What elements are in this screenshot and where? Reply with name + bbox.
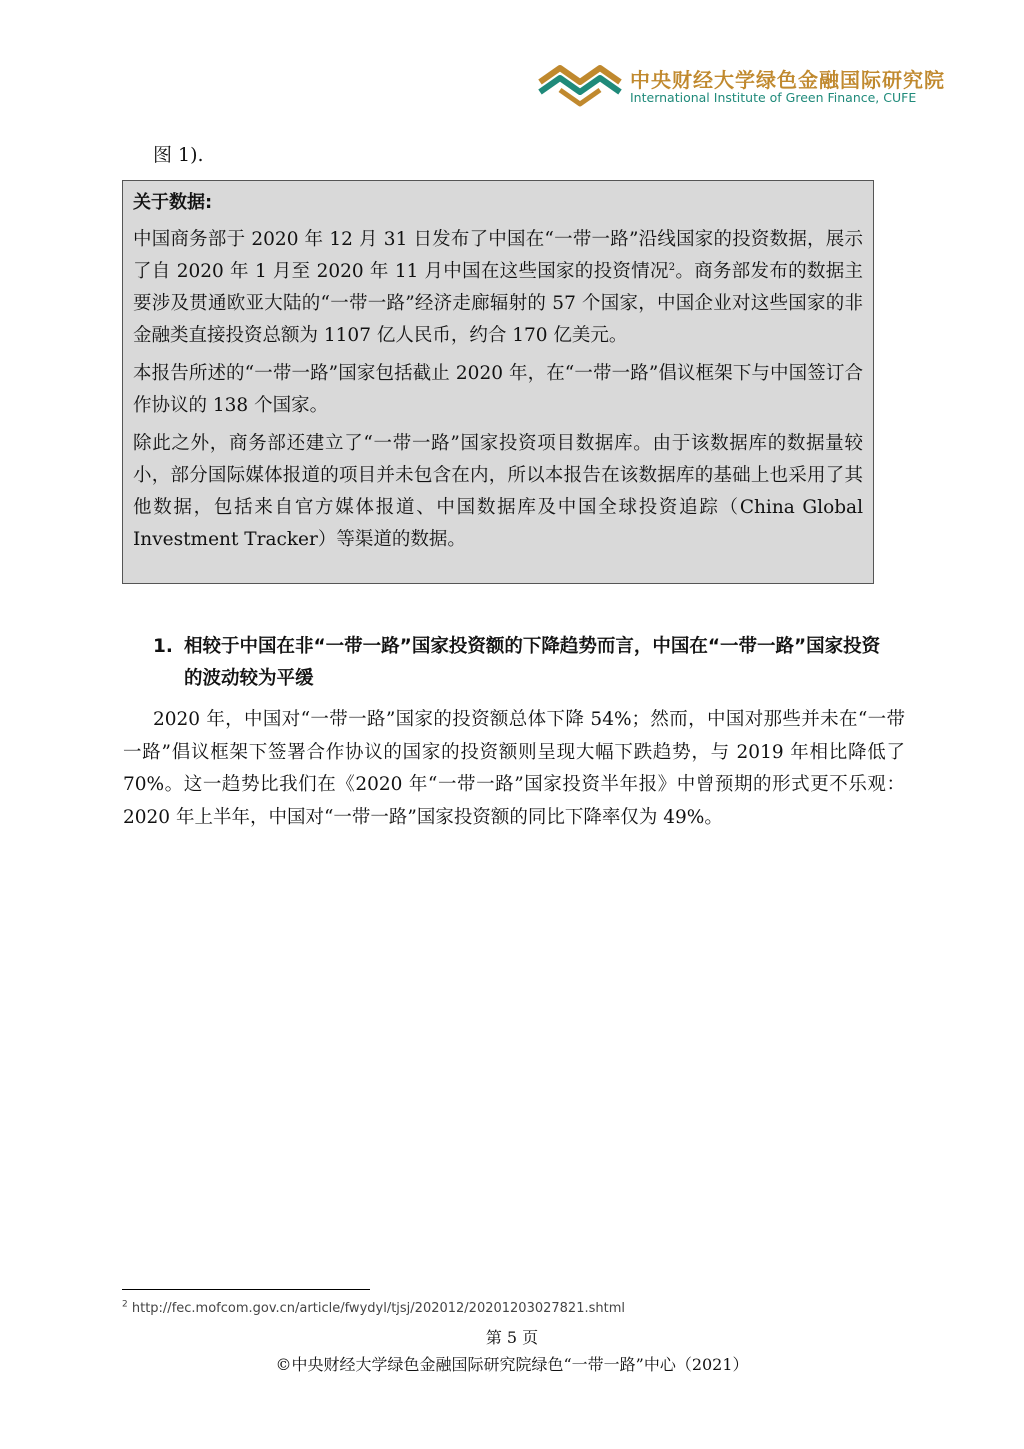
copyright-line: ©中央财经大学绿色金融国际研究院绿色“一带一路”中心（2021） [275, 1355, 749, 1374]
footnote-ref-2[interactable]: 2 [668, 261, 676, 273]
logo-mark-icon [538, 60, 622, 108]
section-heading-text: 相较于中国在非“一带一路”国家投资额的下降趋势而言，中国在“一带一路”国家投资的波动较为平缓 [184, 636, 881, 689]
data-note-paragraph-3: 除此之外，商务部还建立了“一带一路”国家投资项目数据库。由于该数据库的数据量较小，部分国际媒体报道的项目并未包含在内，所以本报告在该数据库的基础上也采用了其他数据，包括来自官方媒体报道、中国数据库及中国全球投资追踪（China Global Investment Tracker）等渠道的数据。 [133, 433, 863, 550]
footnote-divider [122, 1289, 370, 1290]
logo-title-cn: 中央财经大学绿色金融国际研究院 [630, 68, 945, 92]
data-note-paragraph-1 [133, 224, 863, 352]
institute-logo [538, 60, 945, 110]
data-note-box [122, 180, 874, 584]
data-note-p1-part-a: 中国商务部于 2020 年 12 月 31 日发布了中国在“一带一路”沿线国家的投资数据，展示了自 2020 年 1 月至 2020 年 11 月中国在这些国家的投资情况 [133, 229, 863, 282]
footnote-url[interactable]: http://fec.mofcom.gov.cn/article/fwydyl/tjsj/202012/20201203027821.shtml [127, 1301, 625, 1316]
section-body-paragraph: 2020 年，中国对“一带一路”国家的投资额总体下降 54%；然而，中国对那些并未在“一带一路”倡议框架下签署合作协议的国家的投资额则呈现大幅下跌趋势，与 2019 年相比降低了 70%。这一趋势比我们在《2020 年“一带一路”国家投资半年报》中曾预期的形式更不乐观：2020 年上半年，中国对“一带一路”国家投资额的同比下降率仅为 49%。 [123, 709, 905, 828]
section-heading [153, 631, 893, 695]
data-note-p1-part-b: 。商务部发布的数据主要涉及贯通欧亚大陆的“一带一路”经济走廊辐射的 57 个国家，中国企业对这些国家的非金融类直接投资总额为 1107 亿人民币，约合 170 亿美元。 [133, 261, 863, 346]
footnote-marker: 2 [122, 1299, 128, 1310]
section-number: 1. [153, 636, 173, 657]
figure-reference: 图 1). [153, 144, 204, 166]
data-note-title: 关于数据: [133, 192, 213, 213]
logo-title-en: International Institute of Green Finance, CUFE [630, 90, 917, 105]
page-number: 第 5 页 [485, 1328, 539, 1347]
data-note-paragraph-2: 本报告所述的“一带一路”国家包括截止 2020 年，在“一带一路”倡议框架下与中国签订合作协议的 138 个国家。 [133, 363, 863, 416]
footnote [122, 1301, 625, 1316]
